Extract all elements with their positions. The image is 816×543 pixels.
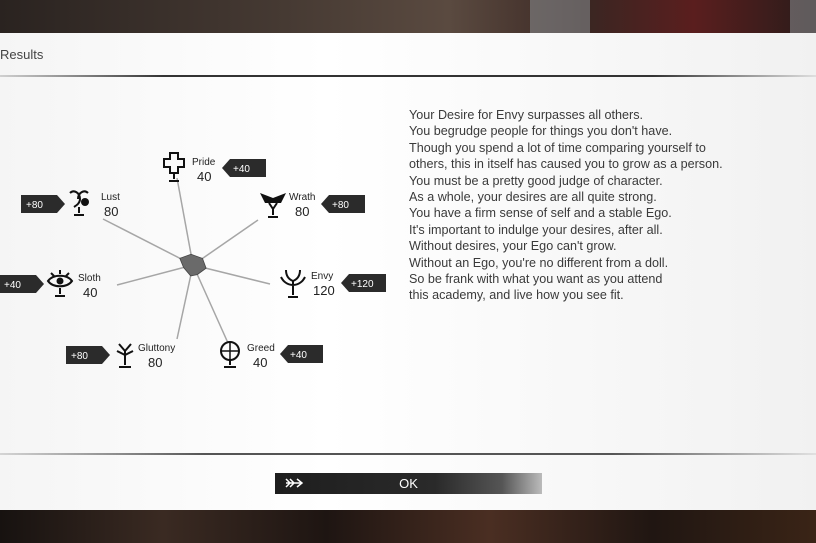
description-line: this academy, and live how you see fit.: [409, 288, 624, 303]
radar-core-polygon: [180, 254, 206, 276]
pride-cross-icon: [164, 153, 184, 181]
bonus-value: +120: [351, 279, 374, 290]
stat-name: Wrath: [289, 192, 316, 203]
bonus-value: +40: [4, 280, 21, 291]
stat-value: 80: [148, 355, 163, 370]
bonus-badge: [341, 274, 386, 292]
result-description: [409, 107, 809, 304]
bonus-value: +80: [26, 200, 43, 211]
stat-name: Sloth: [78, 273, 101, 284]
description-line: You must be a pretty good judge of character.: [409, 173, 663, 188]
stat-value: 80: [295, 204, 310, 219]
envy-icon: [281, 270, 305, 297]
bonus-badge: [222, 159, 266, 177]
stat-name: Lust: [101, 192, 120, 203]
background-window: [790, 0, 816, 33]
bonus-value: +40: [290, 350, 307, 361]
results-panel: [0, 33, 816, 510]
gluttony-icon: [117, 344, 133, 367]
stat-greed: [221, 342, 323, 370]
greed-icon: [221, 342, 239, 367]
lust-icon: [70, 191, 89, 215]
description-line: Your Desire for Envy surpasses all others.: [409, 108, 644, 122]
stat-value: 40: [83, 285, 98, 300]
panel-title: Results: [0, 47, 44, 62]
bonus-badge: [21, 195, 65, 213]
stat-envy: [281, 270, 386, 298]
stat-name: Greed: [247, 343, 275, 354]
stat-lust: [21, 191, 120, 219]
stat-wrath: [260, 192, 365, 219]
sloth-eye-icon: [48, 270, 72, 296]
bonus-value: +80: [71, 351, 88, 362]
bonus-badge: [0, 275, 44, 293]
ok-button-label: OK: [399, 476, 418, 491]
description-line: Though you spend a lot of time comparing yourself to: [409, 140, 706, 155]
description-line: As a whole, your desires are all quite strong.: [409, 190, 657, 205]
bonus-badge: [66, 346, 110, 364]
stat-sloth: [0, 270, 101, 300]
stat-value: 80: [104, 204, 119, 219]
bonus-value: +40: [233, 164, 250, 175]
description-line: It's important to indulge your desires, after all.: [409, 222, 663, 237]
description-line: Without desires, your Ego can't grow.: [409, 239, 617, 254]
stat-pride: [164, 153, 266, 184]
stat-name: Pride: [192, 157, 216, 168]
ok-button[interactable]: [275, 473, 542, 494]
background-scene-bottom: [0, 510, 816, 543]
description-line: You begrudge people for things you don't have.: [409, 124, 673, 139]
bonus-badge: [280, 345, 323, 363]
stat-value: 120: [313, 283, 335, 298]
bonus-badge: [321, 195, 365, 213]
bonus-value: +80: [332, 200, 349, 211]
background-window: [530, 0, 590, 33]
radar-spoke: [117, 265, 193, 285]
stat-value: 40: [197, 169, 212, 184]
radar-spoke: [177, 178, 193, 265]
description-line: others, this in itself has caused you to grow as a person.: [409, 157, 723, 172]
stat-name: Gluttony: [138, 343, 176, 354]
description-line: You have a firm sense of self and a stable Ego.: [409, 206, 672, 221]
wrath-icon: [260, 193, 286, 217]
divider-bottom: [0, 453, 816, 455]
stat-gluttony: [66, 343, 175, 370]
background-scene-top: [0, 0, 816, 33]
description-line: So be frank with what you want as you attend: [409, 272, 663, 287]
stat-name: Envy: [311, 271, 334, 282]
description-line: Without an Ego, you're no different from a doll.: [409, 255, 669, 270]
radar-spoke: [193, 265, 228, 343]
stat-value: 40: [253, 355, 268, 370]
